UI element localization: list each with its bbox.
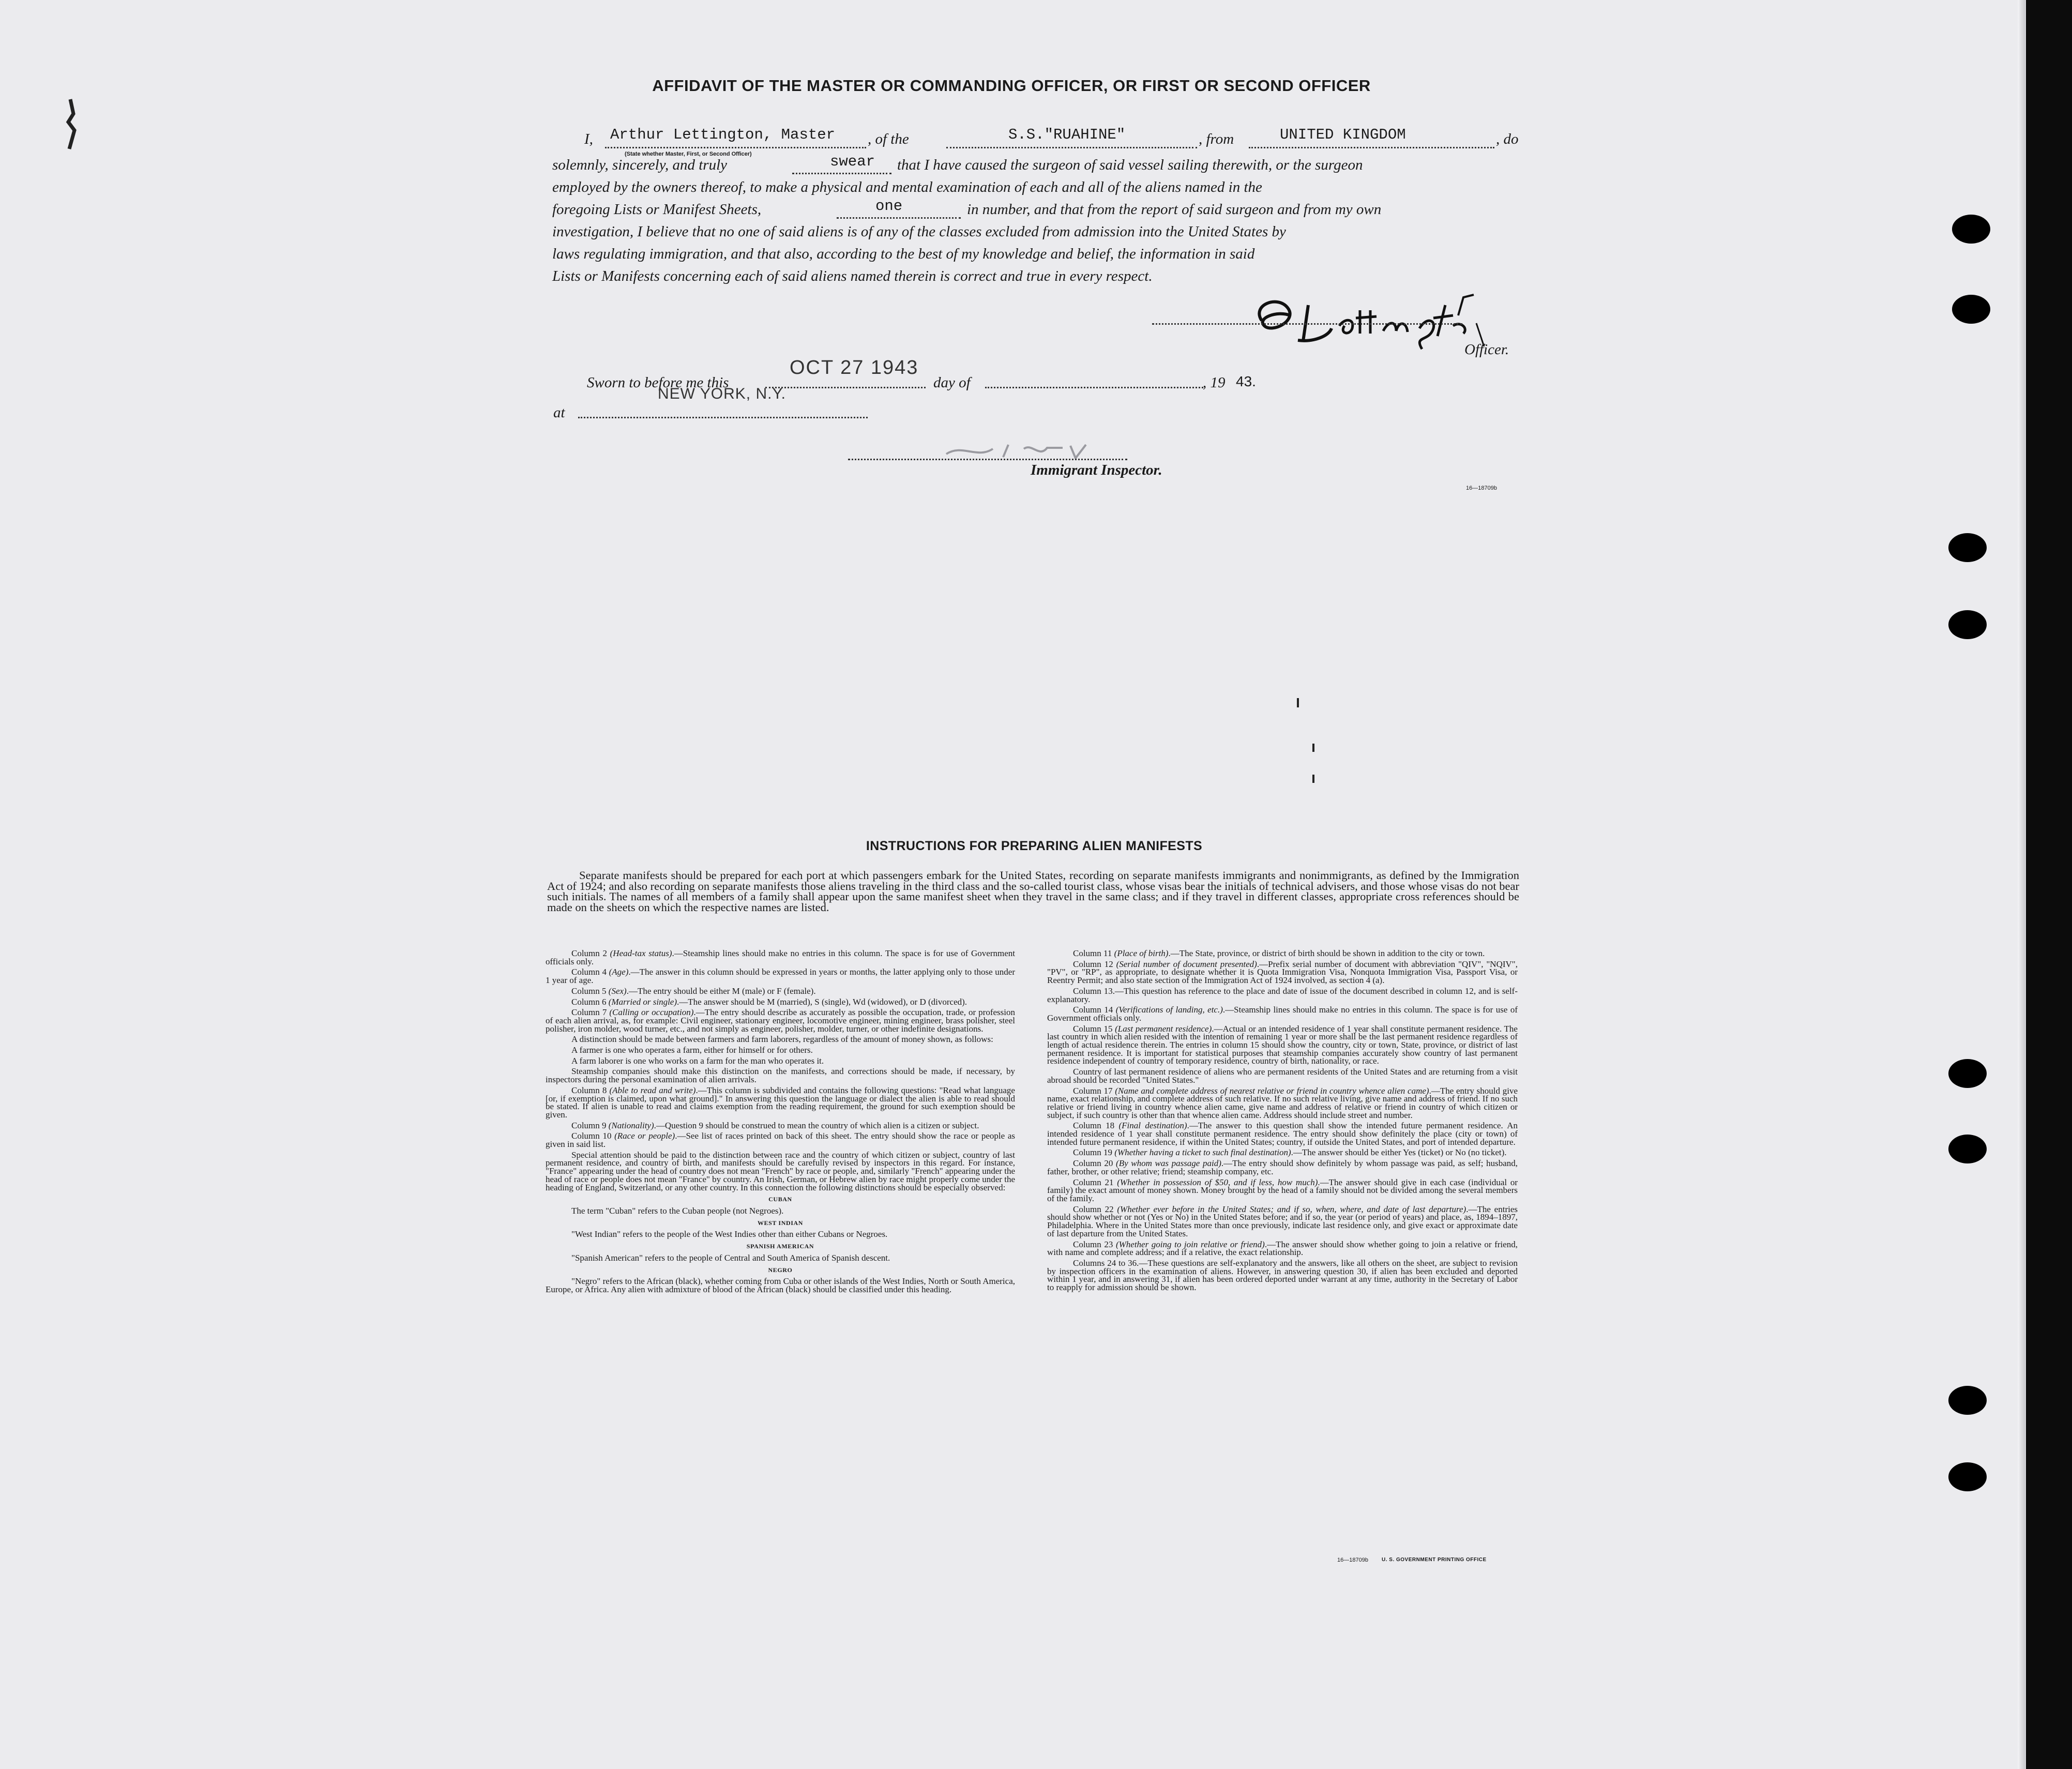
column-number: Column 23 [1073,1239,1116,1249]
instruction-text: A farmer is one who operates a farm, either for himself or for others. [571,1045,813,1055]
instruction-subheading: WEST INDIAN [757,1219,804,1227]
instruction-text: .—The answer should give in each case (individual or family) the exact amount of money shown. Money brought by the head of a family should not be divided among the several members of the family. [1047,1177,1518,1203]
footer-form-number: 16—18709b [1337,1557,1368,1563]
instructions-title: INSTRUCTIONS FOR PREPARING ALIEN MANIFESTS [866,839,1203,853]
instruction-paragraph [546,1151,1015,1192]
column-heading: (Verifications of landing, etc.) [1115,1005,1223,1015]
instruction-paragraph [546,968,1015,984]
instruction-text: .—The answer to this question shall show the intended future permanent residence. An intended residence of 1 year shall constitute permanent residence. The entry should show definitely the place (city or town) of intended future permanent residence, if within the United States; country, if outside the United States, and port of intended departure. [1047,1121,1518,1147]
column-heading: (Place of birth) [1114,948,1169,958]
affidavit-line-1-do: , do [1496,131,1519,147]
column-number: Column 9 [571,1120,609,1130]
instruction-paragraph [1047,1259,1518,1292]
column-number: Column 2 [571,948,610,958]
column-number: Column 18 [1073,1121,1119,1131]
column-heading: (Whether in possession of $50, and if less, how much) [1117,1177,1318,1187]
instruction-paragraph [546,998,1015,1006]
instruction-paragraph [546,949,1015,965]
affidavit-line-6: laws regulating immigration, and that also, according to the best of my knowledge and belief, the information in said [552,246,1255,262]
port-country-field: UNITED KINGDOM [1280,126,1406,143]
instruction-paragraph [1047,1178,1518,1203]
column-heading: (Serial number of document presented) [1116,959,1257,969]
column-heading: (Age) [609,967,629,977]
instruction-text: .—This column is subdivided and contains the following questions: "Read what language [or, if exemption is claimed, upon what ground]." In answering this question the language or dialect the alien is able to read should be stated. If alien is unable to read and claims exemption from the reading requirement, the ground for such exemption should be given. [546,1085,1015,1120]
instruction-text: .—The entry should be either M (male) or F (female). [626,986,816,996]
column-number: Column 20 [1073,1158,1116,1169]
punch-hole-icon [1952,215,1990,244]
year-suffix: 43. [1236,373,1256,389]
affidavit-line-4a: foregoing Lists or Manifest Sheets, [552,201,762,218]
instruction-paragraph [1047,1148,1518,1157]
column-heading: (Head-tax status) [610,948,672,958]
column-heading: (Whether having a ticket to such final destination) [1114,1147,1291,1158]
instruction-text: Special attention should be paid to the distinction between race and the country of which citizen or subject, country of last permanent residence, and country of birth, and manifests should be carefully revised by inspectors in this regard. For instance, "France" appearing under the head of country does not mean "French" by race or people, and, similarly "French" appearing under the head of race or people does not mean "France" by country. An Irish, German, or Hebrew alien by race might properly come under the heading of England, Switzerland, or any other country. In this connection the following distinctions should be especially observed: [546,1150,1015,1192]
instruction-text: "Negro" refers to the African (black), whether coming from Cuba or other islands of the West Indies, North or South America, Europe, or Africa. Any alien with admixture of blood of the African (black) should be classified under this heading. [546,1276,1015,1294]
instruction-paragraph [1047,1159,1518,1175]
instruction-paragraph [1047,960,1518,985]
inspector-signature-icon [941,439,1112,460]
instruction-paragraph [546,1008,1015,1033]
column-number: Column 13 [1073,986,1113,996]
column-heading: (Sex) [608,986,627,996]
year-prefix: , 19 [1203,374,1226,391]
instruction-text: .—The answer should be M (married), S (single), Wd (widowed), or D (divorced). [677,996,967,1007]
affidavit-line-4b: in number, and that from the report of said surgeon and from my own [967,201,1382,218]
date-stamp: OCT 27 1943 [790,357,919,379]
at-label: at [553,404,565,421]
instruction-text: .—The answer in this column should be expressed in years or months, the latter applying only to those under 1 year of age. [546,967,1015,986]
instruction-text: .—Steamship lines should make no entries in this column. The space is for use of Government officials only. [546,948,1015,966]
instruction-paragraph [1047,1068,1518,1084]
officer-caption: (State whether Master, First, or Second Officer) [625,151,752,157]
instructions-intro: Separate manifests should be prepared for each port at which passengers embark for the United States, recording on separate manifests immigrants and nonimmigrants, as defined by the Immigration Act of 1924; and also recording on separate manifests those aliens traveling in the third class and the so-called tourist class, whose visas bear the initials of technical advisers, and those whose visas do not bear such initials. The names of all members of a family shall appear upon the same manifest sheet when they travel in the same class; and if they travel in different classes, appropriate cross references should be made on the sheets on which the respective names are listed. [547,869,1519,914]
affidavit-line-1-start: I, [584,131,593,147]
instruction-paragraph [1047,987,1518,1003]
punch-hole-icon [1948,1059,1987,1088]
column-heading: (Able to read and write) [609,1085,696,1095]
instruction-text: .—The answer should show whether going to join a relative or friend, with name and complete address; and if a relative, the exact relationship. [1047,1239,1518,1258]
instruction-paragraph [546,1254,1015,1262]
instruction-paragraph [546,1132,1015,1148]
instruction-text: .—Question 9 should be construed to mean the country of which alien is a citizen or subject. [654,1120,979,1130]
oath-field: swear [830,153,875,170]
instruction-paragraph [1047,1122,1518,1146]
instruction-text: "Spanish American" refers to the people of Central and South America of Spanish descent. [571,1252,890,1263]
instruction-paragraph [546,1122,1015,1130]
instruction-text: .—The State, province, or district of birth should be shown in addition to the city or town. [1168,948,1485,958]
day-of-label: day of [933,374,971,391]
instruction-text: .—The answer should be either Yes (ticket) or No (no ticket). [1291,1147,1507,1158]
affidavit-line-3: employed by the owners thereof, to make a physical and mental examination of each and all of the aliens named in the [552,179,1262,195]
instruction-paragraph [546,1086,1015,1119]
column-number: Column 12 [1073,959,1116,969]
instruction-text: The term "Cuban" refers to the Cuban people (not Negroes). [571,1205,784,1216]
stray-mark [1297,698,1299,707]
affidavit-line-1-of: , of the [868,131,909,147]
column-number: Column 7 [571,1007,610,1018]
affidavit-line-2a: solemnly, sincerely, and truly [552,157,728,173]
instruction-paragraph [546,1277,1015,1293]
instruction-subheading: NEGRO [768,1266,793,1274]
inspector-label: Immigrant Inspector. [1031,462,1162,478]
instruction-paragraph [546,1067,1015,1083]
instruction-text: .—The entry should show definitely by whom passage was paid, as self; husband, father, brother, or other relative; friend; steamship company, etc. [1047,1158,1518,1176]
instruction-text: .—Steamship lines should make no entries in this column. The space is for use of Government officials only. [1047,1005,1518,1023]
column-heading: (Married or single) [608,996,677,1007]
instruction-text: "West Indian" refers to the people of the West Indies other than either Cubans or Negroes. [571,1229,888,1239]
vessel-name-field: S.S."RUAHINE" [1008,126,1126,143]
officer-label: Officer. [1464,341,1509,358]
stray-mark [1312,744,1314,752]
stray-mark [1312,775,1314,783]
column-number: Columns 24 to 36 [1073,1258,1137,1268]
sheet-count-field: one [875,198,903,215]
column-number: Column 8 [571,1085,610,1095]
instruction-paragraph [1047,1087,1518,1120]
instruction-paragraph [546,1046,1015,1054]
column-heading: (Whether going to join relative or friend) [1115,1239,1265,1249]
instruction-paragraph [546,1230,1015,1238]
instruction-subheading: CUBAN [768,1196,792,1203]
instruction-text: Steamship companies should make this distinction on the manifests, and corrections should be made, if necessary, by inspectors during the personal examination of alien arrivals. [546,1066,1015,1085]
instruction-paragraph [1047,1241,1518,1257]
instruction-text: A farm laborer is one who works on a farm for the man who operates it. [571,1055,824,1066]
instruction-paragraph [1047,1205,1518,1238]
column-heading: (Calling or occupation) [609,1007,694,1018]
column-number: Column 17 [1073,1085,1115,1096]
officer-name-field: Arthur Lettington, Master [610,126,836,143]
column-number: Column 19 [1073,1147,1115,1158]
punch-hole-icon [1948,1386,1987,1415]
instructions-right-column [1047,949,1518,1294]
edge-mark-icon [61,98,81,150]
column-number: Column 15 [1073,1023,1115,1034]
instruction-paragraph [546,1207,1015,1215]
place-stamp: NEW YORK, N.Y. [658,385,786,402]
affidavit-line-5: investigation, I believe that no one of said aliens is of any of the classes excluded from admission into the United States by [552,223,1286,240]
instruction-text: A distinction should be made between farmers and farm laborers, regardless of the amount of money shown, as follows: [571,1034,993,1045]
column-heading: (Whether ever before in the United States; and if so, when, where, and date of last departure) [1117,1204,1466,1214]
column-heading: (Nationality) [608,1120,654,1130]
instruction-text: .—See list of races printed on back of this sheet. The entry should show the race or people as given in said list. [546,1131,1015,1150]
column-number: Column 4 [571,967,609,977]
instruction-paragraph [546,987,1015,995]
instruction-text: .—Prefix serial number of document with abbreviation "QIV", "NQIV", "PV", or "RP", as appropriate, to designate whether it is Quota Immigration Visa, Nonquota Immigration Visa, Passport Visa, or Reentry Permit; and also state section of the Immigration Act of 1924 involved, as section 4 (a). [1047,959,1518,986]
instruction-text: .—These questions are self-explanatory and the answers, like all others on the sheet, are subject to revision by inspection officers in the examination of aliens. However, in answering question 30, if alien has been excluded and deported within 1 year, and in answering 31, if alien has been ordered deported under warrant at any time, authority in the Secretary of Labor to reapply for admission should be shown. [1047,1258,1518,1293]
column-number: Column 14 [1073,1005,1116,1015]
instruction-text: Country of last permanent residence of aliens who are permanent residents of the United States and are returning from a visit abroad should be recorded "United States." [1047,1067,1518,1085]
column-number: Column 5 [571,986,609,996]
affidavit-title: AFFIDAVIT OF THE MASTER OR COMMANDING OFFICER, OR FIRST OR SECOND OFFICER [652,77,1371,95]
punch-hole-icon [1948,1462,1987,1491]
punch-hole-icon [1948,1135,1987,1163]
affidavit-line-1-from: , from [1199,131,1234,147]
instruction-text: .—The entry should describe as accurately as possible the occupation, trade, or profession of each alien arrival, as, for example: Civil engineer, stationary engineer, locomotive engineer, mining engineer, brass polisher, steel polisher, iron molder, wood turner, etc., and not simply as engineer, polisher, molder, turner, or other indefinite designations. [546,1007,1015,1034]
instruction-paragraph [546,1057,1015,1065]
instruction-paragraph [546,1035,1015,1044]
column-heading: (Name and complete address of nearest relative or friend in country whence alien came) [1115,1085,1429,1096]
instruction-text: .—Actual or an intended residence of 1 year shall constitute permanent residence. The last country in which alien resided with the intention of remaining 1 year or more shall be the last permanent residence regardless of length of actual residence therein. The entries in column 15 should show the country, city or town, State, province, or district of last permanent residence. It is important for statistical purposes that steamship companies accurately show country of last permanent residence independent of country of temporary residence, country of birth, nationality, or race. [1047,1023,1518,1066]
footer-printer: U. S. GOVERNMENT PRINTING OFFICE [1382,1557,1487,1563]
punch-hole-icon [1948,533,1987,562]
column-number: Column 11 [1073,948,1114,958]
column-number: Column 10 [571,1131,615,1141]
column-heading: (Last permanent residence) [1115,1023,1212,1034]
sworn-label: Sworn to before me this [587,374,729,391]
punch-hole-icon [1948,610,1987,639]
affidavit-line-2b: that I have caused the surgeon of said vessel sailing therewith, or the surgeon [897,157,1363,173]
affidavit-form-number: 16—18709b [1466,485,1497,491]
instruction-paragraph [1047,1006,1518,1022]
instruction-text: .—The entries should show whether or not (Yes or No) in the United States before; and if so, the year (or period of years) and place, as, 1894–1897, Philadelphia. Where in the United States more than once previously, indicate last residence only, and give exact or approximate date of last departure from the United States. [1047,1204,1518,1238]
instruction-paragraph [1047,949,1518,958]
affidavit-line-7: Lists or Manifests concerning each of said aliens named therein is correct and true in every respect. [552,268,1153,284]
instruction-text: .—This question has reference to the place and date of issue of the document described in column 12, and is self-explanatory. [1047,986,1518,1004]
instruction-paragraph [1047,1025,1518,1066]
instruction-text: .—The entry should give name, exact relationship, and complete address of such relative. If no such relative living, give name and address of friend. If no such relative or friend living in country whence alien came, give name and address of relative or friend in country of which citizen or subject, if such country is other than that whence alien came. Address should include street and number. [1047,1085,1518,1120]
column-heading: (Race or people) [614,1131,675,1141]
punch-hole-icon [1952,295,1990,324]
column-number: Column 21 [1073,1177,1117,1187]
column-number: Column 22 [1073,1204,1117,1214]
column-heading: (By whom was passage paid) [1116,1158,1221,1169]
column-number: Column 6 [571,996,609,1007]
instruction-subheading: SPANISH AMERICAN [746,1243,814,1250]
column-heading: (Final destination) [1118,1121,1187,1131]
instructions-left-column [546,949,1015,1296]
